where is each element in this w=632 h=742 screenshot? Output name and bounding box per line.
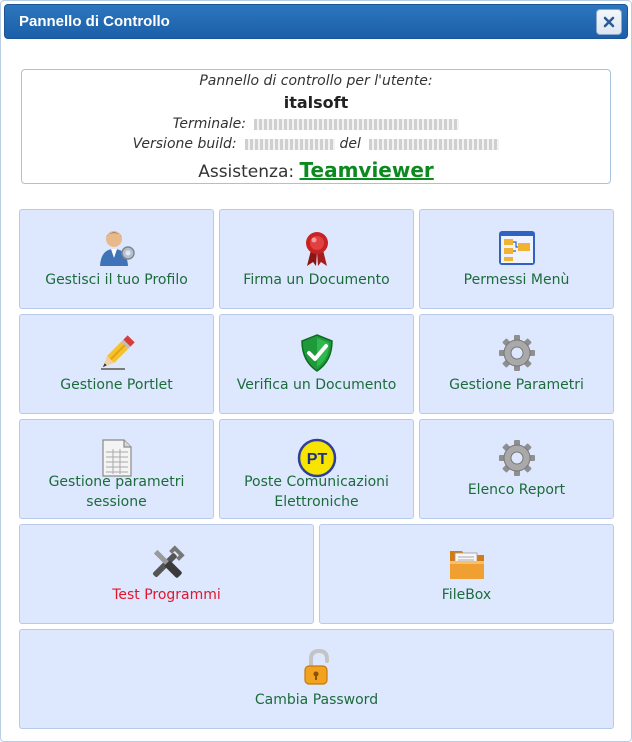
tile-elenco-report[interactable]	[419, 419, 614, 519]
tile-test-programmi[interactable]	[19, 524, 314, 624]
user-profile-icon	[97, 228, 137, 268]
tile-label: Gestione parametri sessione	[48, 474, 185, 510]
tile-label: Gestione Parametri	[449, 377, 584, 393]
terminal-label: Terminale:	[172, 116, 246, 132]
tile-cambia-password[interactable]	[19, 629, 614, 729]
terminal-line	[22, 116, 610, 132]
padlock-icon	[297, 648, 337, 688]
close-button[interactable]	[596, 9, 622, 35]
build-label: Versione build:	[132, 136, 237, 152]
title-bar[interactable]	[4, 4, 628, 39]
gear-icon	[497, 333, 537, 373]
tools-icon	[147, 543, 187, 583]
tile-gestisci-profilo[interactable]	[19, 209, 214, 309]
tile-label: Gestione Portlet	[60, 377, 173, 393]
folder-icon	[447, 543, 487, 583]
menu-window-icon	[497, 228, 537, 268]
info-caption: Pannello di controllo per l'utente:	[199, 73, 433, 89]
close-icon	[603, 16, 615, 28]
tile-label: FileBox	[441, 587, 492, 603]
window-title: Pannello di Controllo	[19, 13, 170, 30]
username: italsoft	[283, 93, 349, 112]
tile-gestione-portlet[interactable]	[19, 314, 214, 414]
build-date-redacted	[369, 139, 499, 150]
tile-gestione-parametri-sessione[interactable]	[19, 419, 214, 519]
seal-ribbon-icon	[297, 228, 337, 268]
tile-label: Test Programmi	[112, 587, 221, 603]
tile-verifica-documento[interactable]	[219, 314, 414, 414]
terminal-value-redacted	[254, 119, 459, 130]
pencil-icon	[97, 333, 137, 373]
tile-label: Permessi Menù	[463, 272, 570, 288]
svg-text:PT: PT	[306, 451, 327, 468]
assistance-line	[22, 158, 610, 182]
shield-check-icon	[297, 333, 337, 373]
tile-filebox[interactable]	[319, 524, 614, 624]
tile-label: Cambia Password	[254, 692, 379, 708]
user-info-box	[21, 69, 611, 184]
gear-icon	[497, 438, 537, 478]
tile-label: Elenco Report	[467, 482, 566, 498]
build-date-label: del	[339, 136, 361, 152]
tile-gestione-parametri[interactable]	[419, 314, 614, 414]
tile-poste-comunicazioni[interactable]	[219, 419, 414, 519]
assistance-label: Assistenza:	[198, 162, 295, 182]
build-number-redacted	[245, 139, 335, 150]
tile-label: Firma un Documento	[243, 272, 390, 288]
tile-firma-documento[interactable]	[219, 209, 414, 309]
tile-label: Verifica un Documento	[236, 377, 397, 393]
tile-permessi-menu[interactable]	[419, 209, 614, 309]
tile-label: Poste Comunicazioni Elettroniche	[244, 474, 389, 510]
teamviewer-link[interactable]: Teamviewer	[299, 158, 434, 182]
build-line	[22, 136, 610, 152]
tile-label: Gestisci il tuo Profilo	[45, 272, 188, 288]
